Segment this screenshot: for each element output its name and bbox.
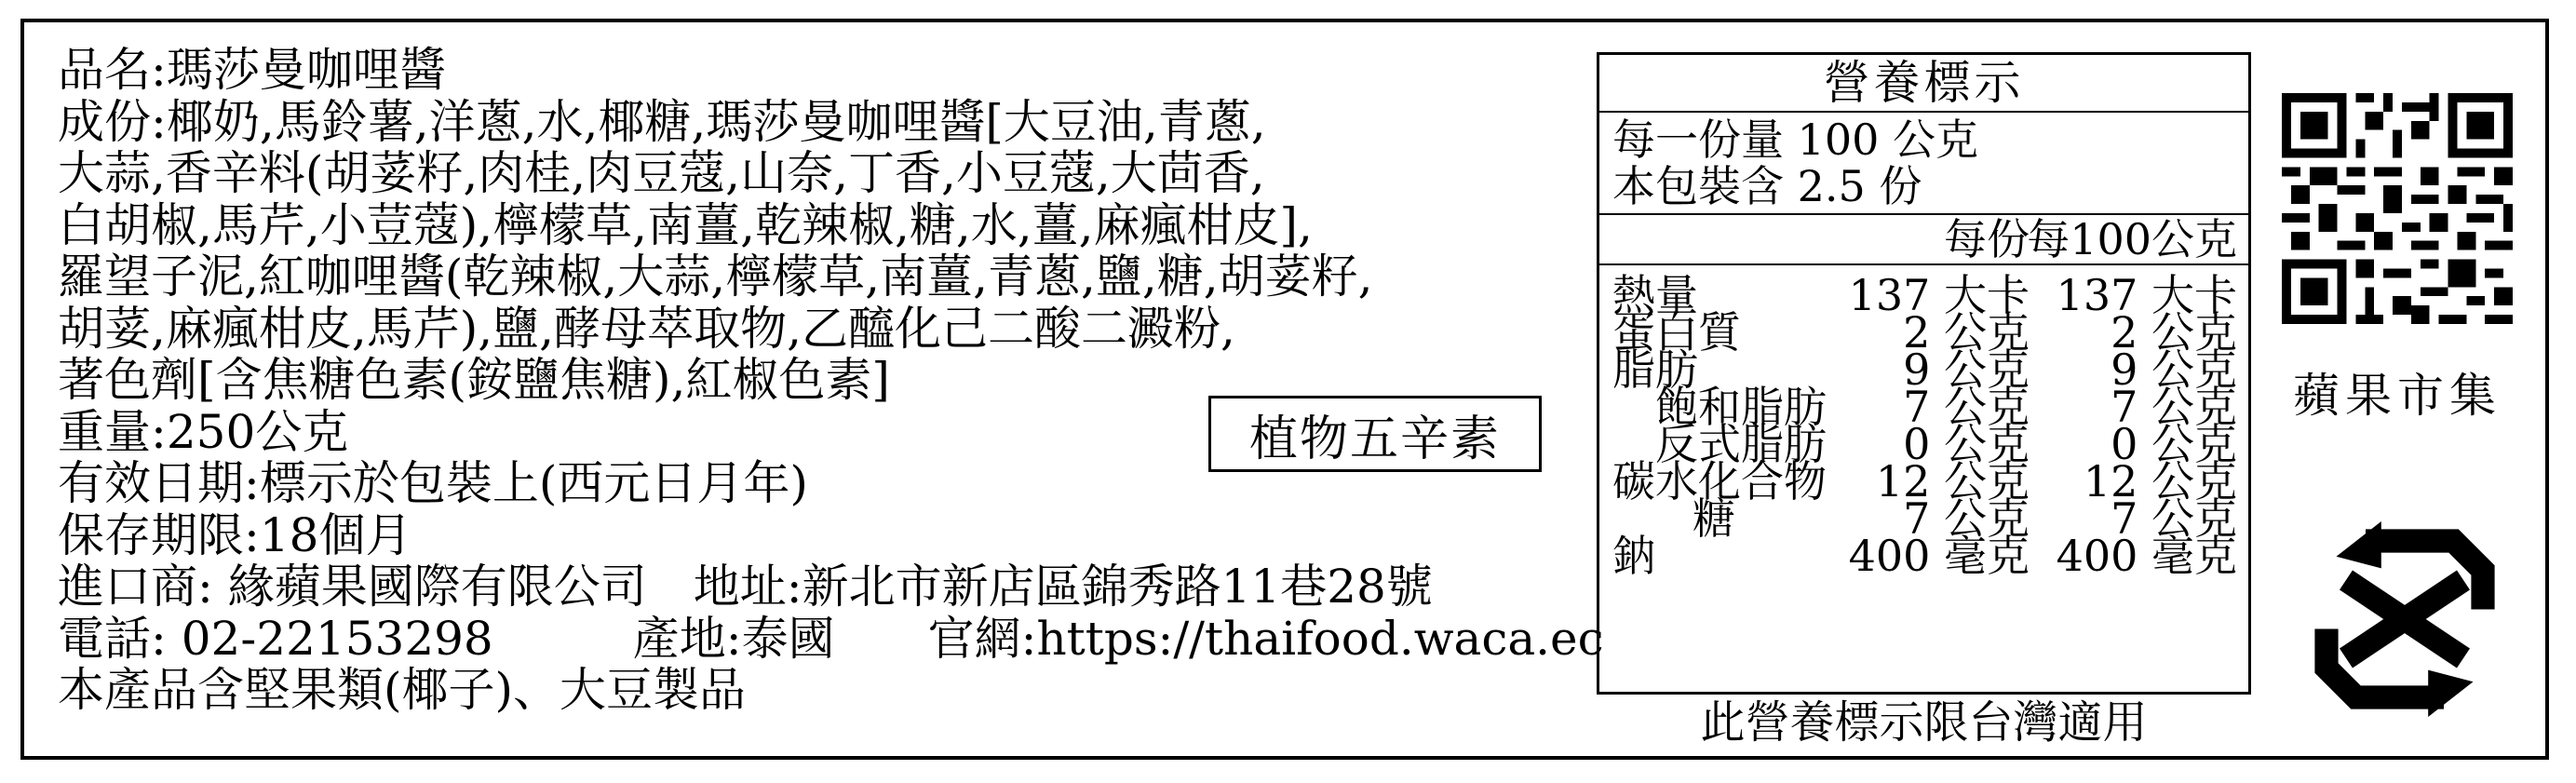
nutrient-label: 反式脂肪 — [1655, 419, 1827, 469]
serving-size: 每一份量 100 公克 — [1612, 115, 1979, 165]
shelf-life-line: 保存期限:18個月 — [58, 507, 412, 562]
ingredient-line: 羅望子泥,紅咖哩醬(乾辣椒,大蒜,檸檬草,南薑,青蔥,鹽,糖,胡荽籽, — [58, 250, 1373, 304]
per-100g-value: 0 公克 — [2111, 419, 2237, 469]
ingredient-line: 成份:椰奶,馬鈴薯,洋蔥,水,椰糖,瑪莎曼咖哩醬[大豆油,青蔥, — [58, 94, 1266, 149]
nutrient-label: 鈉 — [1612, 531, 1655, 581]
contact-line: 電話: 02-22153298 產地:泰國 官網:https://thaifood.waca.ec — [58, 611, 1604, 666]
per-100g-value: 2 公克 — [2111, 307, 2237, 358]
nutrition-title: 營養標示 — [1599, 55, 2248, 113]
nutrient-label: 脂肪 — [1612, 344, 1698, 395]
per-100g-value: 137 大卡 — [2056, 270, 2237, 320]
col-per-serving: 每份 — [1944, 214, 2030, 264]
nutrition-column-header — [1599, 215, 2248, 265]
per-100g-value: 9 公克 — [2111, 344, 2237, 395]
nutrient-label: 飽和脂肪 — [1655, 382, 1827, 432]
nutrition-footnote: 此營養標示限台灣適用 — [1700, 696, 2148, 749]
per-serving-value: 0 公克 — [1903, 419, 2030, 469]
per-serving-value: 400 毫克 — [1848, 531, 2030, 581]
nutrient-label: 糖 — [1693, 493, 1735, 544]
per-serving-value: 12 公克 — [1875, 456, 2030, 506]
per-serving-value: 137 大卡 — [1848, 270, 2030, 320]
per-100g-value: 7 公克 — [2111, 493, 2237, 544]
ingredient-line: 大蒜,香辛料(胡荽籽,肉桂,肉豆蔻,山奈,丁香,小豆蔻,大茴香, — [58, 146, 1265, 200]
ingredient-line: 胡荽,麻瘋柑皮,馬芹),鹽,酵母萃取物,乙醯化己二酸二澱粉, — [58, 301, 1235, 356]
per-100g-value: 12 公克 — [2083, 456, 2237, 506]
brand-name: 蘋果市集 — [2293, 369, 2502, 423]
servings-per-pack: 本包裝含 2.5 份 — [1612, 161, 1922, 211]
nutrition-row-sodium — [1599, 531, 2248, 581]
serving-info — [1599, 113, 2248, 215]
per-serving-value: 9 公克 — [1903, 344, 2030, 395]
ingredient-line: 白胡椒,馬芹,小荳蔻),檸檬草,南薑,乾辣椒,糖,水,薑,麻瘋柑皮], — [58, 197, 1313, 252]
vegetarian-badge: 植物五辛素 — [1208, 396, 1542, 472]
allergen-line: 本產品含堅果類(椰子)、大豆製品 — [58, 663, 747, 717]
nutrition-table — [1597, 52, 2251, 695]
nutrition-rows — [1599, 265, 2248, 581]
col-per-100g: 每100公克 — [2027, 214, 2237, 264]
qr-code-icon — [2282, 93, 2513, 324]
nutrient-label: 碳水化合物 — [1612, 456, 1827, 506]
product-name-line: 品名:瑪莎曼咖哩醬 — [58, 43, 446, 97]
recycle-icon — [2307, 521, 2502, 717]
importer-line: 進口商: 緣蘋果國際有限公司 地址:新北市新店區錦秀路11巷28號 — [58, 560, 1433, 614]
expiry-line: 有效日期:標示於包裝上(西元日月年) — [58, 456, 808, 510]
per-serving-value: 2 公克 — [1903, 307, 2030, 358]
nutrient-label: 熱量 — [1612, 270, 1698, 320]
nutrient-label: 蛋白質 — [1612, 307, 1741, 358]
per-100g-value: 7 公克 — [2111, 382, 2237, 432]
weight-line: 重量:250公克 — [58, 404, 349, 459]
per-serving-value: 7 公克 — [1903, 382, 2030, 432]
ingredient-line: 著色劑[含焦糖色素(銨鹽焦糖),紅椒色素] — [58, 353, 890, 407]
per-serving-value: 7 公克 — [1903, 493, 2030, 544]
ingredient-block — [58, 43, 1604, 717]
per-100g-value: 400 毫克 — [2056, 531, 2237, 581]
